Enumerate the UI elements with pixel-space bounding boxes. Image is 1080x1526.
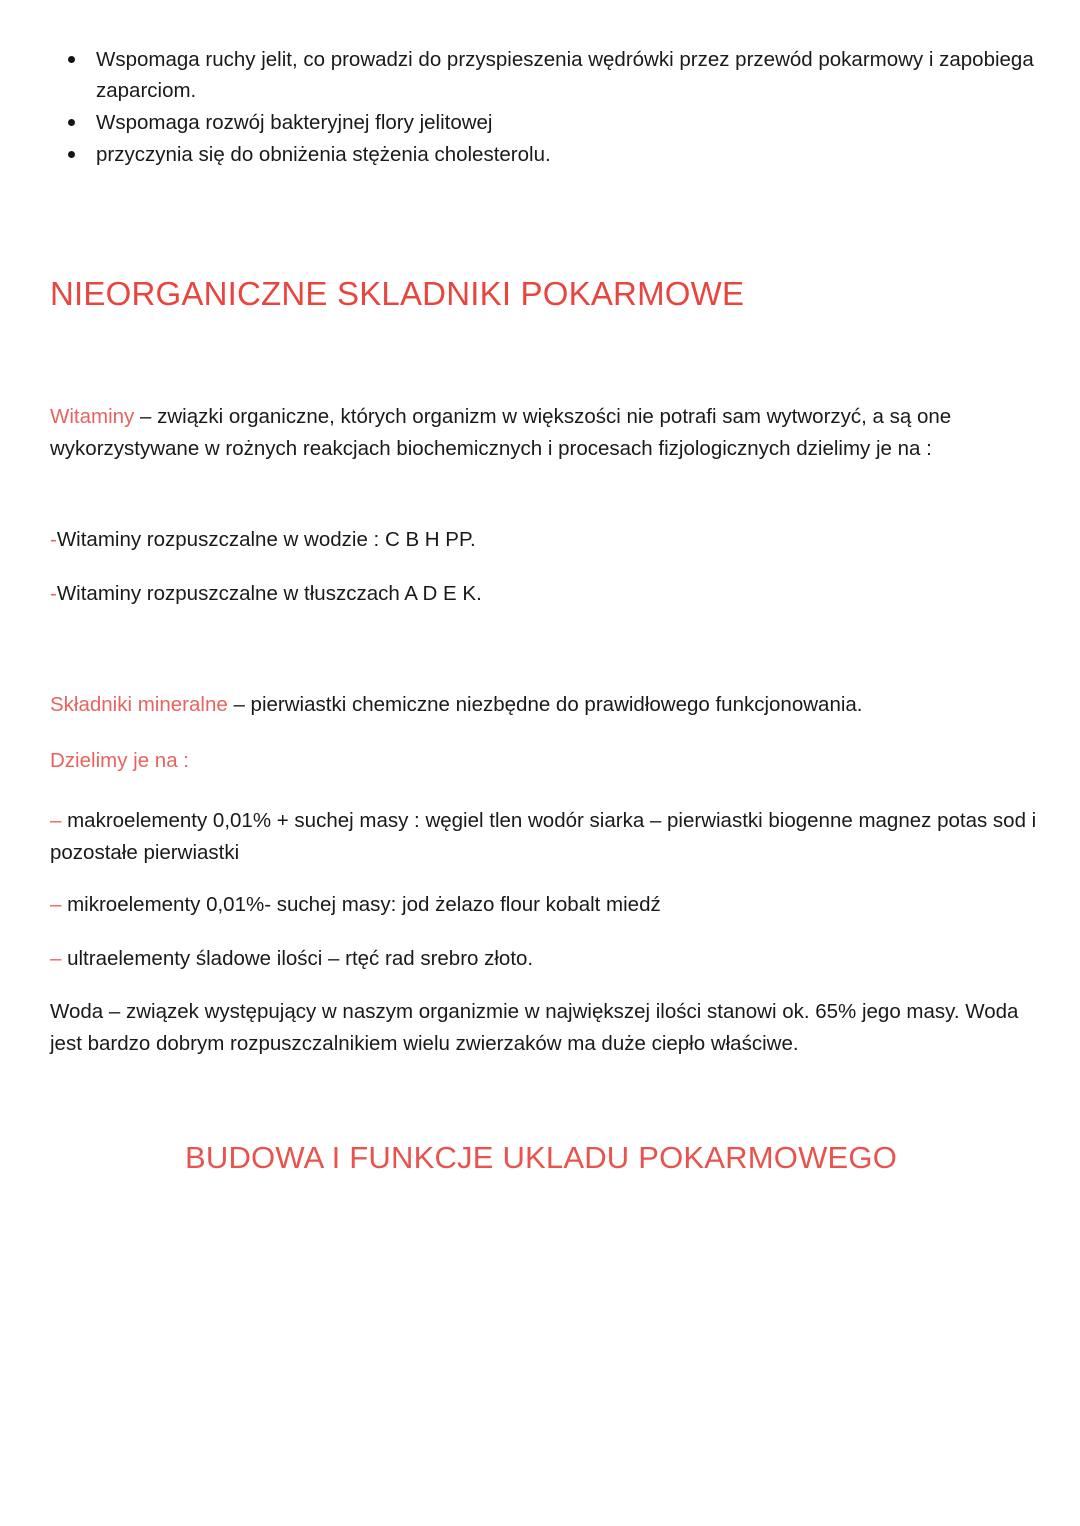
paragraph-water: Woda – związek występujący w naszym organizmie w największej ilości stanowi ok. 65% jego masy. Woda jest bardzo dobrym rozpuszczalnikiem wielu zwierzaków ma duże ciepło właściwe. (50, 999, 1019, 1055)
paragraph-division-intro: Dzielimy je na : (50, 748, 189, 772)
list-item-text: Wspomaga rozwój bakteryjnej flory jelitowej (96, 111, 493, 134)
list-item (50, 139, 1040, 170)
dash-marker: – (50, 808, 62, 832)
bullet-dot-icon (68, 151, 75, 158)
list-item (50, 44, 1040, 106)
benefits-bullet-list (50, 44, 1040, 171)
paragraph-fat-soluble-text: Witaminy rozpuszczalne w tłuszczach A D E K. (56, 581, 482, 605)
dash-marker: – (50, 946, 62, 970)
term-minerals: Składniki mineralne (50, 692, 228, 716)
list-item (50, 107, 1040, 138)
paragraph-ultraelements (50, 943, 1050, 975)
dash-marker: - (50, 527, 57, 551)
paragraph-minerals-body: – pierwiastki chemiczne niezbędne do prawidłowego funkcjonowania. (227, 692, 863, 716)
paragraph-vitamins-body: – związki organiczne, których organizm w większości nie potrafi sam wytworzyć, a są one wykorzystywane w rożnych reakcjach biochemicznych i procesach fizjologicznych dzielimy je na : (50, 404, 952, 460)
paragraph-vitamins-definition (50, 401, 1050, 465)
dash-marker: - (50, 581, 57, 605)
paragraph-minerals-definition (50, 689, 1010, 721)
term-vitamins: Witaminy (50, 404, 135, 428)
paragraph-microelements (50, 889, 1050, 921)
paragraph-water-soluble-vitamins (50, 524, 1050, 556)
paragraph-water-soluble-text: Witaminy rozpuszczalne w wodzie : C B H PP. (56, 527, 476, 551)
bullet-dot-icon (68, 56, 75, 63)
dash-marker: – (50, 892, 62, 916)
paragraph-microelements-text: mikroelementy 0,01%- suchej masy: jod żelazo flour kobalt miedź (61, 892, 661, 916)
section-heading-digestive-system: BUDOWA I FUNKCJE UKLADU POKARMOWEGO (185, 1139, 898, 1175)
list-item-text: przyczynia się do obniżenia stężenia cholesterolu. (96, 143, 551, 166)
paragraph-macroelements (50, 805, 1055, 869)
paragraph-fat-soluble-vitamins (50, 578, 1050, 610)
paragraph-ultraelements-text: ultraelementy śladowe ilości – rtęć rad srebro złoto. (61, 946, 534, 970)
list-item-text: Wspomaga ruchy jelit, co prowadzi do przyspieszenia wędrówki przez przewód pokarmowy i zapobiega zaparciom. (96, 48, 1034, 102)
bullet-dot-icon (68, 119, 75, 126)
section-heading-inorganic-nutrients: NIEORGANICZNE SKLADNIKI POKARMOWE (50, 275, 745, 313)
paragraph-macroelements-text: makroelementy 0,01% + suchej masy : węgiel tlen wodór siarka – pierwiastki biogenne magnez potas sod i pozostałe pierwiastki (50, 808, 1037, 864)
